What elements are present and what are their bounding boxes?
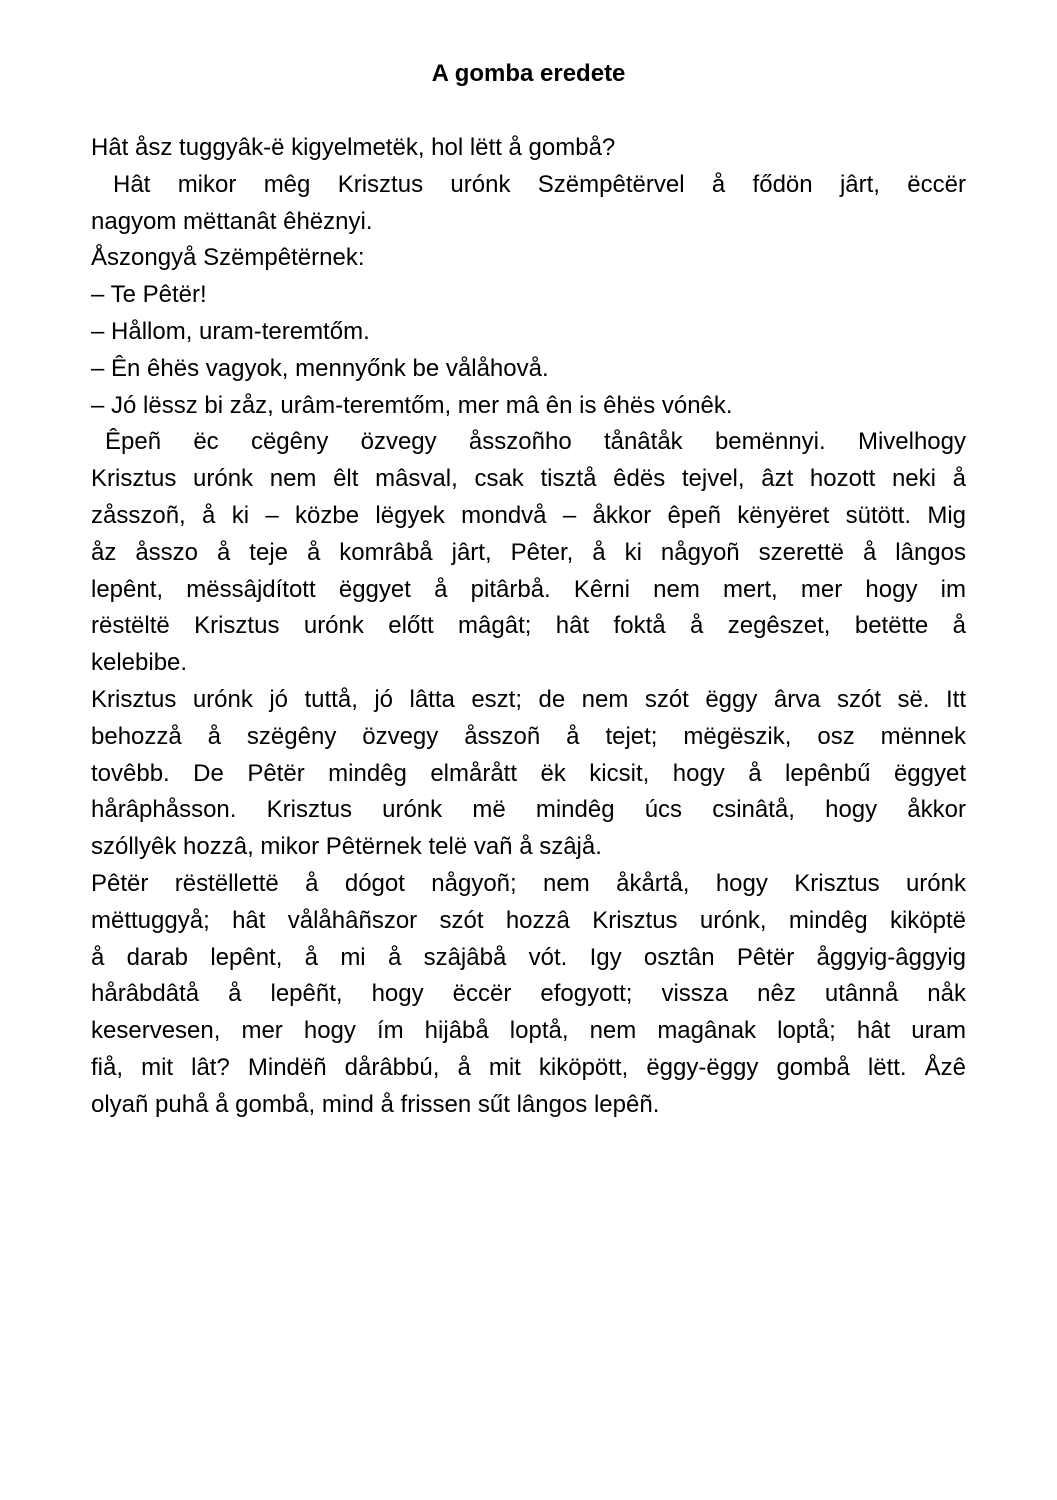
text-line: Êpeñ ëc cëgêny özvegy åsszoñho tånâtåk bemënnyi. Mivelhogy	[105, 428, 966, 456]
text-line: hårâbdâtå å lepêñt, hogy ëccër efogyott; vissza nêz utânnå nåk	[91, 980, 966, 1008]
text-line: zåsszoñ, å ki – közbe lëgyek mondvå – åkkor êpeñ kënyëret sütött. Mig	[91, 501, 966, 529]
text-line: Pêtër rëstëllettë å dógot någyoñ; nem åkårtå, hogy Krisztus urónk	[91, 869, 966, 897]
text-line: Åszongyå Szëmpêtërnek:	[91, 244, 365, 272]
document-title: A gomba eredete	[431, 60, 626, 87]
text-line: lepênt, mëssâjdított ëggyet å pitârbå. Kêrni nem mert, mer hogy im	[91, 575, 966, 603]
text-line: å darab lepênt, å mi å szâjâbå vót. Igy osztân Pêtër åggyig-âggyig	[91, 943, 966, 971]
text-line: Hât mikor mêg Krisztus urónk Szëmpêtërvel å fődön jârt, ëccër	[113, 170, 966, 198]
dialogue-line: – Hållom, uram-teremtőm.	[91, 317, 370, 345]
dialogue-line: – Te Pêtër!	[91, 281, 207, 309]
text-line: kelebibe.	[91, 649, 188, 677]
text-line: nagyom mëttanât êhëznyi.	[91, 207, 373, 235]
text-line: Hât åsz tuggyâk-ë kigyelmetëk, hol lëtt å gombå?	[91, 134, 616, 161]
text-line: hårâphåsson. Krisztus urónk më mindêg úcs csinâtå, hogy åkkor	[91, 796, 966, 824]
dialogue-line: – Jó lëssz bi zåz, urâm-teremtőm, mer mâ ên is êhës vónêk.	[91, 391, 733, 419]
text-line: szóllyêk hozzâ, mikor Pêtërnek telë vañ å szâjå.	[91, 833, 602, 861]
text-line: olyañ puhå å gombå, mind å frissen sűt lângos lepêñ.	[91, 1090, 660, 1118]
text-line: behozzå å szëgêny özvegy åsszoñ å tejet; mëgëszik, osz mënnek	[91, 722, 966, 750]
text-line: keservesen, mer hogy ím hijâbå loptå, nem magânak loptå; hât uram	[91, 1017, 966, 1045]
text-line: mëttuggyå; hât vålåhâñszor szót hozzâ Krisztus urónk, mindêg kiköptë	[91, 906, 966, 934]
text-line: Krisztus urónk nem êlt mâsval, csak tisztå êdës tejvel, âzt hozott neki å	[91, 465, 966, 493]
text-line: rëstëltë Krisztus urónk előtt mâgât; hât foktå å zegêszet, betëtte å	[91, 612, 966, 640]
text-line: tovêbb. De Pêtër mindêg elmårått ëk kicsit, hogy å lepênbű ëggyet	[91, 759, 966, 787]
story-text	[91, 130, 966, 1124]
text-line: Krisztus urónk jó tuttå, jó lâtta eszt; de nem szót ëggy ârva szót së. Itt	[91, 685, 966, 713]
text-line: fiå, mit lât? Mindëñ dårâbbú, å mit kiköpött, ëggy-ëggy gombå lëtt. Åzê	[91, 1053, 966, 1081]
dialogue-line: – Ên êhës vagyok, mennyőnk be vålåhovå.	[91, 354, 549, 382]
text-line: åz åsszo å teje å komrâbå jârt, Pêter, å ki någyoñ szerettë å lângos	[91, 538, 966, 566]
